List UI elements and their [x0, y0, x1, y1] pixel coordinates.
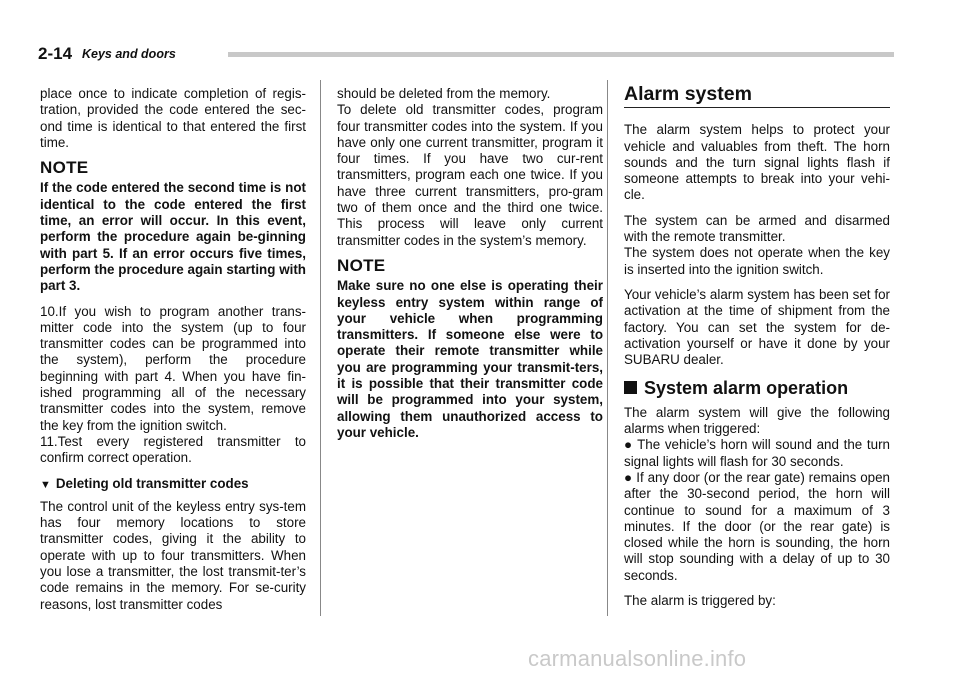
square-bullet-icon: [624, 381, 637, 394]
paragraph: The alarm is triggered by:: [624, 593, 776, 609]
paragraph: The alarm system helps to protect your vehicle and valuables from theft. The horn sounds and the turn signal lights flash if someone attempts to break into your vehi-cle.: [624, 122, 890, 203]
step-11: 11.Test every registered transmitter to confirm correct operation.: [40, 433, 306, 466]
subheading-text: Deleting old transmitter codes: [55, 475, 249, 491]
subsection-heading: [624, 378, 890, 399]
list-item: [624, 437, 890, 470]
bullet-dot-icon: ●: [624, 469, 633, 485]
bullet-dot-icon: ●: [624, 437, 634, 453]
paragraph: place once to indicate completion of regis-tration, provided the code entered the sec-ond time is identical to that entered the first time.: [40, 86, 306, 150]
paragraph: The control unit of the keyless entry sys-tem has four memory locations to store transmitter codes, giving it the ability to operate with up to four transmitters. When you lose a transmitter, the lost transmit-ter’s code remains in the memory. For se-curity reasons, lost transmitter codes: [40, 498, 306, 612]
list-item: [624, 470, 890, 584]
page-header: [38, 44, 894, 66]
note-body: If the code entered the second time is not identical to the code entered the first time, an error will occur. In this event, perform the procedure again be-ginning with part 5. If an error occurs five times, perform the procedure again starting with part 3.: [40, 180, 306, 294]
column-left: [40, 86, 306, 622]
paragraph: The alarm system will give the following alarms when triggered:: [624, 404, 890, 437]
paragraph: The system does not operate when the key is inserted into the ignition switch.: [624, 245, 890, 277]
watermark: carmanualsonline.info: [528, 646, 747, 671]
column-divider: [320, 80, 321, 616]
subsection-heading-text: System alarm operation: [644, 378, 849, 399]
list-item-text: If any door (or the rear gate) remains open after the 30-second period, the horn will continue to sound for a maximum of 3 minutes. If the door (or the rear gate) is closed while the horn is sounding, the horn will stop sounding with a delay of up to 30 seconds.: [624, 469, 890, 583]
column-middle: [337, 86, 603, 450]
column-divider: [607, 80, 608, 616]
step-10: 10.If you wish to program another trans-mitter code into the system (up to four transmitter codes can be programmed into the system), perform the procedure beginning with part 4. When you have fin-ished programming all of the necessary transmitter codes into the system, remove the key from the ignition switch.: [40, 303, 306, 433]
column-right: [624, 83, 890, 618]
paragraph: Your vehicle’s alarm system has been set for activation at the time of shipment from the factory. You can set the system for de-activation yourself or have it done by your SUBARU dealer.: [624, 286, 890, 368]
paragraph: should be deleted from the memory.: [337, 86, 551, 101]
note-heading: NOTE: [40, 158, 89, 178]
paragraph: The system can be armed and disarmed with the remote transmitter.: [624, 212, 890, 245]
section-heading: Alarm system: [624, 86, 890, 108]
paragraph: To delete old transmitter codes, program four transmitter codes into the system. If you have only one current transmitter, program it four times. If you have two cur-rent transmitters, program each one twice. If you have three current transmitters, pro-gram two of them once and the third one twice. This process will leave only current transmitter codes in the system’s memory.: [337, 102, 603, 248]
list-item-text: The vehicle’s horn will sound and the turn signal lights will flash for 30 seconds.: [624, 437, 890, 469]
triangle-down-icon: ▼: [40, 478, 51, 491]
header-rule: [228, 52, 894, 57]
note-body: Make sure no one else is operating their keyless entry system within range of your vehicle when programming transmitters. If someone else were to operate their remote transmitter while you are programming your transmit-ters, it is possible that their transmitter code will be programmed into your system, allowing them unauthorized access to your vehicle.: [337, 278, 603, 440]
note-heading: NOTE: [337, 255, 386, 275]
page-number: 2-14: [38, 44, 73, 63]
section-title: Keys and doors: [82, 47, 176, 61]
subheading: [40, 476, 306, 493]
